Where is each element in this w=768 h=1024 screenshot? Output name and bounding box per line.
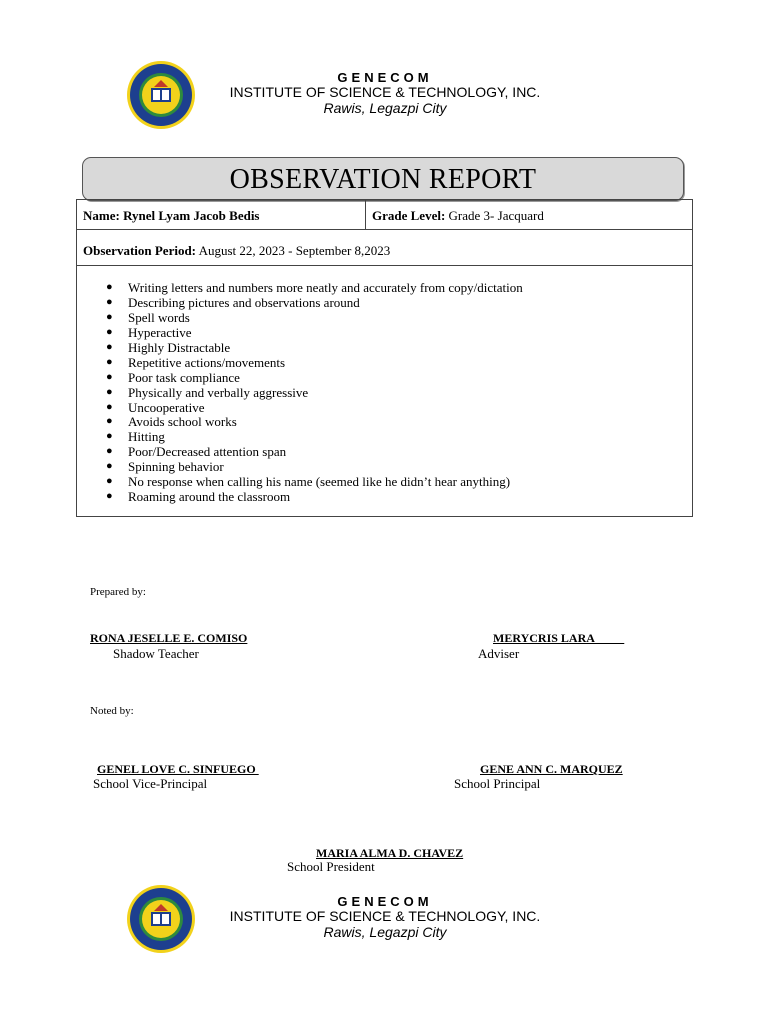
observation-period-row	[77, 230, 692, 266]
observation-item	[77, 295, 523, 310]
observation-item	[77, 414, 523, 429]
report-title: OBSERVATION REPORT	[82, 157, 684, 201]
period-label: Observation Period:	[83, 243, 197, 258]
observation-text: Highly Distractable	[128, 339, 231, 355]
observation-item	[77, 474, 523, 489]
observation-item	[77, 400, 523, 415]
observation-text: Uncooperative	[128, 399, 205, 415]
student-info-row	[77, 200, 692, 230]
bullet-icon: ●	[106, 295, 113, 308]
bullet-icon: ●	[106, 460, 113, 473]
observation-text: Hyperactive	[128, 324, 192, 340]
observation-text: Physically and verbally aggressive	[128, 384, 309, 400]
adviser-role: Adviser	[478, 646, 520, 661]
period-value: August 22, 2023 - September 8,2023	[198, 243, 391, 258]
observation-text: Spell words	[128, 309, 190, 325]
bullet-icon: ●	[106, 281, 113, 293]
bullet-icon: ●	[106, 475, 113, 488]
observation-item	[77, 444, 523, 459]
president-role: School President	[287, 859, 375, 874]
bullet-icon: ●	[106, 370, 113, 383]
observation-item	[77, 280, 523, 295]
observation-text: Poor task compliance	[128, 369, 240, 385]
bullet-icon: ●	[106, 355, 113, 368]
observation-item	[77, 340, 523, 355]
vice-principal-role: School Vice-Principal	[93, 776, 208, 791]
observation-item	[77, 429, 523, 444]
school-header-top	[0, 60, 768, 140]
report-table	[76, 199, 693, 517]
observation-item	[77, 385, 523, 400]
observation-text: Avoids school works	[128, 414, 237, 430]
observation-period-cell	[83, 230, 390, 272]
observation-text: Hitting	[128, 429, 165, 445]
school-institute: INSTITUTE OF SCIENCE & TECHNOLOGY, INC.	[229, 908, 541, 924]
school-location: Rawis, Legazpi City	[323, 100, 447, 116]
observation-text: Poor/Decreased attention span	[128, 444, 287, 460]
vice-principal-name: GENEL LOVE C. SINFUEGO	[97, 762, 259, 776]
school-seal-logo	[126, 884, 196, 954]
school-seal-logo	[126, 60, 196, 130]
name-label: Name:	[83, 208, 120, 223]
bullet-icon: ●	[106, 445, 113, 458]
student-name-cell	[83, 200, 260, 229]
observation-item	[77, 310, 523, 325]
bullet-icon: ●	[106, 385, 113, 398]
cell-divider	[365, 200, 366, 229]
bullet-icon: ●	[106, 310, 113, 323]
school-institute: INSTITUTE OF SCIENCE & TECHNOLOGY, INC.	[229, 84, 541, 100]
school-header-bottom	[0, 884, 768, 964]
prepared-by-label: Prepared by:	[90, 586, 146, 598]
bullet-icon: ●	[106, 325, 113, 338]
grade-value: Grade 3- Jacquard	[448, 208, 544, 223]
observation-text: No response when calling his name (seemed like he didn’t hear anything)	[128, 474, 511, 490]
principal-role: School Principal	[454, 776, 541, 791]
president-name: MARIA ALMA D. CHAVEZ	[316, 846, 464, 860]
observation-item	[77, 489, 523, 504]
bullet-icon: ●	[106, 340, 113, 353]
observation-text: Spinning behavior	[128, 459, 224, 475]
shadow-teacher-name: RONA JESELLE E. COMISO	[90, 631, 248, 645]
school-brand: GENECOM	[337, 894, 433, 909]
observation-item	[77, 459, 523, 474]
school-location: Rawis, Legazpi City	[323, 924, 447, 940]
bullet-icon: ●	[106, 490, 113, 503]
observation-list	[77, 280, 523, 504]
school-brand: GENECOM	[337, 70, 433, 85]
name-value: Rynel Lyam Jacob Bedis	[123, 208, 260, 223]
adviser-name: MERYCRIS LARA	[493, 631, 625, 645]
observation-text: Repetitive actions/movements	[128, 354, 286, 370]
observation-text: Describing pictures and observations around	[128, 294, 360, 310]
observation-text: Roaming around the classroom	[128, 489, 291, 505]
observation-item	[77, 325, 523, 340]
noted-by-label: Noted by:	[90, 705, 134, 717]
bullet-icon: ●	[106, 415, 113, 428]
bullet-icon: ●	[106, 430, 113, 443]
observation-text: Writing letters and numbers more neatly and accurately from copy/dictation	[128, 280, 523, 295]
grade-label: Grade Level:	[372, 208, 446, 223]
shadow-teacher-role: Shadow Teacher	[113, 646, 199, 661]
observation-item	[77, 370, 523, 385]
principal-name: GENE ANN C. MARQUEZ	[480, 762, 623, 776]
bullet-icon: ●	[106, 400, 113, 413]
observation-item	[77, 355, 523, 370]
grade-level-cell	[372, 200, 544, 229]
